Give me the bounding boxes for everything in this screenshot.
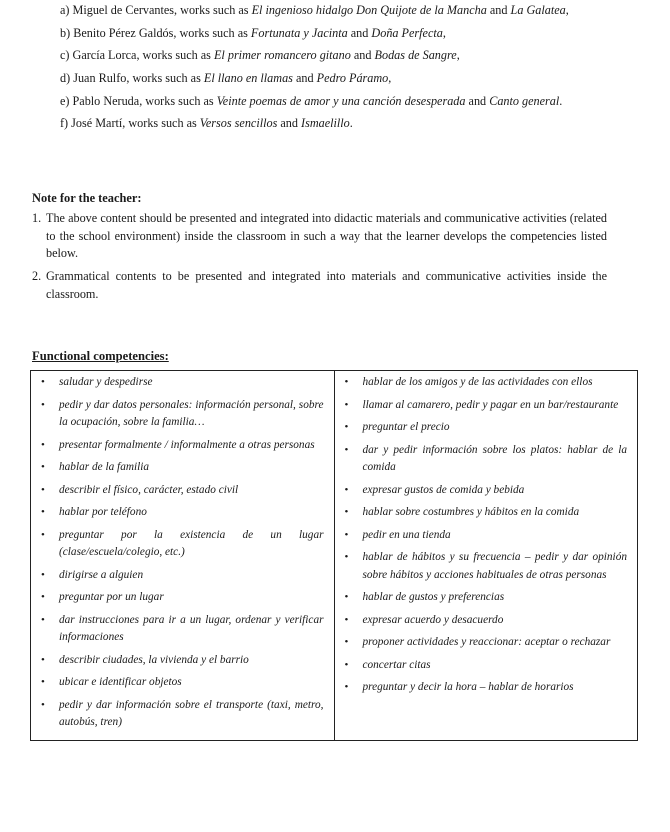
right-column xyxy=(334,371,638,741)
list-item: • hablar de la familia xyxy=(37,459,324,477)
work-title: Veinte poemas de amor y una canción desesperada xyxy=(216,93,466,108)
note-number: 2. xyxy=(32,269,42,284)
author-item: c) García Lorca, works such as El primer romancero gitano and Bodas de Sangre, xyxy=(60,48,460,63)
note-text: The above content should be presented and integrated into didactic materials and communicative activities (related to the school environment) inside the classroom in such a way that the learner develops the competencies listed below. xyxy=(46,211,607,261)
work-title: Bodas de Sangre xyxy=(374,48,457,63)
right-competencies-list xyxy=(341,374,628,697)
functional-heading: Functional competencies: xyxy=(32,349,169,363)
note-item xyxy=(32,268,607,303)
list-item: • pedir en una tienda xyxy=(341,527,628,545)
list-item: • llamar al camarero, pedir y pagar en un bar/restaurante xyxy=(341,397,628,415)
work-title: El primer romancero gitano xyxy=(213,48,351,63)
teacher-notes-list xyxy=(32,210,607,308)
left-column xyxy=(31,371,335,741)
work-title: Pedro Páramo xyxy=(316,71,389,86)
list-item: • describir ciudades, la vivienda y el barrio xyxy=(37,652,324,670)
list-item: • preguntar y decir la hora – hablar de horarios xyxy=(341,679,628,697)
work-title: El ingenioso hidalgo Don Quijote de la Mancha xyxy=(251,3,487,17)
list-item: • describir el físico, carácter, estado civil xyxy=(37,482,324,500)
list-item: • hablar de los amigos y de las actividades con ellos xyxy=(341,374,628,392)
list-item: • dirigirse a alguien xyxy=(37,567,324,585)
note-heading: Note for the teacher: xyxy=(32,191,142,205)
list-item: • hablar por teléfono xyxy=(37,504,324,522)
work-title: Versos sencillos xyxy=(199,116,278,131)
work-title: Canto general xyxy=(489,93,560,108)
work-title: Doña Perfecta xyxy=(371,25,443,40)
author-item: e) Pablo Neruda, works such as Veinte poemas de amor y una canción desesperada and Canto general. xyxy=(60,93,563,108)
list-item: • hablar de gustos y preferencias xyxy=(341,589,628,607)
list-item: • dar y pedir información sobre los platos: hablar de la comida xyxy=(341,442,628,477)
author-item: a) Miguel de Cervantes, works such as El ingenioso hidalgo Don Quijote de la Mancha and La Galatea, xyxy=(60,3,569,17)
list-item: • pedir y dar información sobre el transporte (taxi, metro, autobús, tren) xyxy=(37,697,324,732)
list-item: • hablar sobre costumbres y hábitos en la comida xyxy=(341,504,628,522)
authors-list xyxy=(60,2,640,138)
note-text: Grammatical contents to be presented and integrated into materials and communicative activities inside the classroom. xyxy=(46,269,607,301)
competencies-table xyxy=(30,370,638,741)
author-item: f) José Martí, works such as Versos sencillos and Ismaelillo. xyxy=(60,116,353,131)
list-item: • hablar de hábitos y su frecuencia – pedir y dar opinión sobre hábitos y acciones habituales de otras personas xyxy=(341,549,628,584)
work-title: La Galatea xyxy=(510,3,566,17)
list-item: • saludar y despedirse xyxy=(37,374,324,392)
author-item: b) Benito Pérez Galdós, works such as Fortunata y Jacinta and Doña Perfecta, xyxy=(60,25,446,40)
list-item: • concertar citas xyxy=(341,657,628,675)
author-item: d) Juan Rulfo, works such as El llano en llamas and Pedro Páramo, xyxy=(60,71,392,86)
work-title: El llano en llamas xyxy=(203,71,293,86)
list-item: • presentar formalmente / informalmente a otras personas xyxy=(37,437,324,455)
work-title: Fortunata y Jacinta xyxy=(250,25,348,40)
work-title: Ismaelillo xyxy=(301,116,350,131)
list-item: • ubicar e identificar objetos xyxy=(37,674,324,692)
list-item: • preguntar por la existencia de un lugar (clase/escuela/colegio, etc.) xyxy=(37,527,324,562)
list-item: • dar instrucciones para ir a un lugar, ordenar y verificar informaciones xyxy=(37,612,324,647)
list-item: • preguntar el precio xyxy=(341,419,628,437)
list-item: • expresar acuerdo y desacuerdo xyxy=(341,612,628,630)
list-item: • expresar gustos de comida y bebida xyxy=(341,482,628,500)
note-item xyxy=(32,210,607,263)
list-item: • proponer actividades y reaccionar: aceptar o rechazar xyxy=(341,634,628,652)
table-row xyxy=(31,371,638,741)
left-competencies-list xyxy=(37,374,324,732)
note-number: 1. xyxy=(32,211,42,225)
list-item: • preguntar por un lugar xyxy=(37,589,324,607)
list-item: • pedir y dar datos personales: información personal, sobre la ocupación, sobre la familia… xyxy=(37,397,324,432)
